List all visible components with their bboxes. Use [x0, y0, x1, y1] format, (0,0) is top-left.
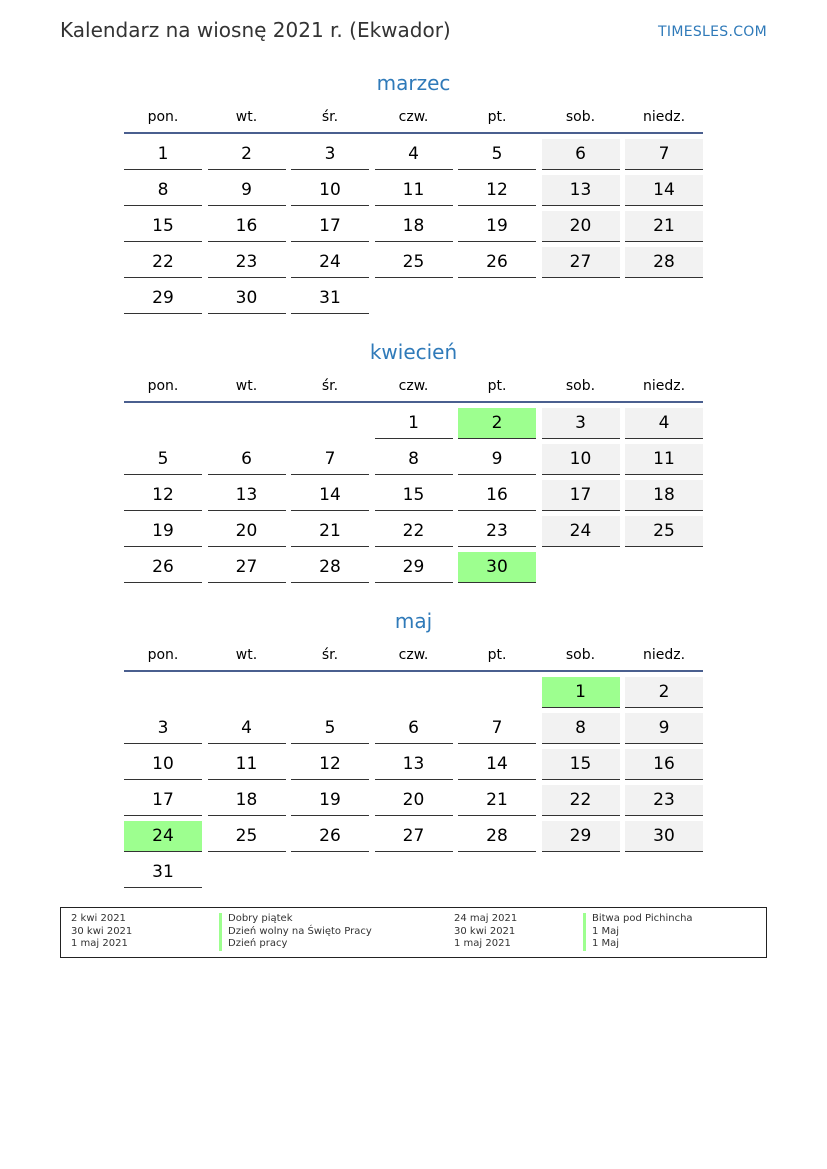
holiday-day-cell: 30 — [458, 552, 536, 583]
weekend-day-cell: 17 — [542, 480, 620, 511]
day-cell: 8 — [124, 175, 202, 206]
weekday-label: pt. — [487, 378, 507, 394]
day-cell: 12 — [291, 749, 369, 780]
weekday-label: wt. — [235, 378, 258, 394]
day-cell: 11 — [375, 175, 453, 206]
weekday-label: wt. — [235, 109, 258, 125]
legend-date: 2 kwi 2021 — [71, 913, 126, 924]
day-cell: 22 — [124, 247, 202, 278]
legend-dates-right — [454, 913, 517, 951]
day-cell: 31 — [124, 857, 202, 888]
weekend-day-cell: 9 — [625, 713, 703, 744]
day-cell: 19 — [458, 211, 536, 242]
legend-holiday-name: 1 Maj — [583, 926, 693, 939]
weekend-day-cell: 7 — [625, 139, 703, 170]
empty-day-cell — [375, 677, 453, 707]
weekday-label: czw. — [398, 109, 429, 125]
day-cell: 30 — [208, 283, 286, 314]
holiday-day-cell: 2 — [458, 408, 536, 439]
day-cell: 18 — [208, 785, 286, 816]
weekend-day-cell: 15 — [542, 749, 620, 780]
empty-day-cell — [208, 677, 286, 707]
day-cell: 18 — [375, 211, 453, 242]
holiday-day-cell: 24 — [124, 821, 202, 852]
empty-day-cell — [291, 677, 369, 707]
empty-day-cell — [208, 408, 286, 438]
day-cell: 12 — [124, 480, 202, 511]
day-cell: 10 — [124, 749, 202, 780]
day-grid — [124, 139, 703, 314]
legend-date: 1 maj 2021 — [454, 938, 511, 950]
day-cell: 26 — [291, 821, 369, 852]
day-cell: 17 — [124, 785, 202, 816]
day-cell: 25 — [208, 821, 286, 852]
day-cell: 15 — [124, 211, 202, 242]
weekend-day-cell: 4 — [625, 408, 703, 439]
weekend-day-cell: 18 — [625, 480, 703, 511]
weekday-label: sob. — [565, 378, 596, 394]
weekday-header-row — [124, 371, 703, 403]
legend-date: 30 kwi 2021 — [71, 925, 133, 937]
day-cell: 2 — [208, 139, 286, 170]
weekend-day-cell: 22 — [542, 785, 620, 816]
weekday-label: niedz. — [642, 378, 686, 394]
weekday-label: pon. — [147, 647, 179, 663]
legend-holiday-name: Dobry piątek — [219, 913, 372, 926]
month-title: maj — [394, 609, 433, 633]
legend-dates-left — [71, 913, 132, 951]
weekend-day-cell: 6 — [542, 139, 620, 170]
weekday-label: czw. — [398, 378, 429, 394]
month-title: kwiecień — [369, 340, 458, 364]
weekday-header-row — [124, 102, 703, 134]
day-cell: 27 — [375, 821, 453, 852]
day-cell: 16 — [208, 211, 286, 242]
day-cell: 13 — [208, 480, 286, 511]
month-calendar-april — [124, 337, 703, 583]
weekend-day-cell: 14 — [625, 175, 703, 206]
weekday-label: niedz. — [642, 109, 686, 125]
weekday-label: wt. — [235, 647, 258, 663]
day-cell: 21 — [291, 516, 369, 547]
day-cell: 7 — [458, 713, 536, 744]
weekend-day-cell: 10 — [542, 444, 620, 475]
day-cell: 5 — [458, 139, 536, 170]
day-cell: 9 — [208, 175, 286, 206]
day-cell: 23 — [458, 516, 536, 547]
weekend-day-cell: 3 — [542, 408, 620, 439]
day-cell: 26 — [458, 247, 536, 278]
weekday-label: śr. — [321, 109, 339, 125]
weekday-label: sob. — [565, 109, 596, 125]
day-cell: 28 — [291, 552, 369, 583]
holiday-legend — [60, 907, 767, 958]
legend-names-left — [219, 913, 372, 951]
day-cell: 14 — [291, 480, 369, 511]
day-cell: 31 — [291, 283, 369, 314]
weekday-header-row — [124, 640, 703, 672]
weekend-day-cell: 8 — [542, 713, 620, 744]
day-cell: 5 — [124, 444, 202, 475]
weekday-label: pt. — [487, 647, 507, 663]
page-title: Kalendarz na wiosnę 2021 r. (Ekwador) — [60, 18, 451, 42]
day-cell: 13 — [375, 749, 453, 780]
day-cell: 6 — [375, 713, 453, 744]
weekend-day-cell: 13 — [542, 175, 620, 206]
weekend-day-cell: 11 — [625, 444, 703, 475]
empty-day-cell — [124, 677, 202, 707]
weekday-label: niedz. — [642, 647, 686, 663]
day-cell: 3 — [124, 713, 202, 744]
day-cell: 20 — [208, 516, 286, 547]
legend-date: 1 maj 2021 — [71, 938, 128, 950]
day-cell: 29 — [375, 552, 453, 583]
weekday-label: pt. — [487, 109, 507, 125]
day-cell: 8 — [375, 444, 453, 475]
weekend-day-cell: 28 — [625, 247, 703, 278]
legend-names-right — [583, 913, 693, 951]
weekday-label: pon. — [147, 378, 179, 394]
month-title: marzec — [376, 71, 451, 95]
day-cell: 10 — [291, 175, 369, 206]
day-grid — [124, 408, 703, 583]
day-cell: 23 — [208, 247, 286, 278]
legend-date: 24 maj 2021 — [454, 913, 518, 924]
legend-holiday-name: Dzień wolny na Święto Pracy — [219, 926, 372, 939]
day-grid — [124, 677, 703, 888]
weekday-label: czw. — [398, 647, 429, 663]
day-cell: 19 — [291, 785, 369, 816]
month-calendar-may — [124, 606, 703, 888]
day-cell: 5 — [291, 713, 369, 744]
empty-day-cell — [124, 408, 202, 438]
weekend-day-cell: 29 — [542, 821, 620, 852]
legend-holiday-name: Bitwa pod Pichincha — [583, 913, 693, 926]
weekend-day-cell: 27 — [542, 247, 620, 278]
day-cell: 16 — [458, 480, 536, 511]
day-cell: 28 — [458, 821, 536, 852]
day-cell: 11 — [208, 749, 286, 780]
day-cell: 24 — [291, 247, 369, 278]
weekday-label: śr. — [321, 647, 339, 663]
empty-day-cell — [291, 408, 369, 438]
day-cell: 27 — [208, 552, 286, 583]
day-cell: 4 — [208, 713, 286, 744]
day-cell: 1 — [124, 139, 202, 170]
weekend-day-cell: 20 — [542, 211, 620, 242]
day-cell: 17 — [291, 211, 369, 242]
weekend-day-cell: 24 — [542, 516, 620, 547]
day-cell: 20 — [375, 785, 453, 816]
weekend-day-cell: 2 — [625, 677, 703, 708]
day-cell: 3 — [291, 139, 369, 170]
day-cell: 15 — [375, 480, 453, 511]
day-cell: 25 — [375, 247, 453, 278]
weekend-day-cell: 25 — [625, 516, 703, 547]
day-cell: 9 — [458, 444, 536, 475]
day-cell: 19 — [124, 516, 202, 547]
day-cell: 29 — [124, 283, 202, 314]
day-cell: 6 — [208, 444, 286, 475]
month-calendar-march — [124, 68, 703, 314]
weekend-day-cell: 23 — [625, 785, 703, 816]
day-cell: 12 — [458, 175, 536, 206]
legend-holiday-name: 1 Maj — [583, 938, 693, 951]
weekend-day-cell: 30 — [625, 821, 703, 852]
weekend-day-cell: 16 — [625, 749, 703, 780]
day-cell: 26 — [124, 552, 202, 583]
day-cell: 22 — [375, 516, 453, 547]
weekday-label: pon. — [147, 109, 179, 125]
day-cell: 7 — [291, 444, 369, 475]
empty-day-cell — [458, 677, 536, 707]
weekend-day-cell: 21 — [625, 211, 703, 242]
day-cell: 21 — [458, 785, 536, 816]
brand-logo-text[interactable]: TIMESLES.COM — [658, 24, 767, 40]
day-cell: 14 — [458, 749, 536, 780]
day-cell: 1 — [375, 408, 453, 439]
legend-holiday-name: Dzień pracy — [219, 938, 372, 951]
weekday-label: śr. — [321, 378, 339, 394]
legend-date: 30 kwi 2021 — [454, 925, 516, 937]
day-cell: 4 — [375, 139, 453, 170]
holiday-day-cell: 1 — [542, 677, 620, 708]
weekday-label: sob. — [565, 647, 596, 663]
